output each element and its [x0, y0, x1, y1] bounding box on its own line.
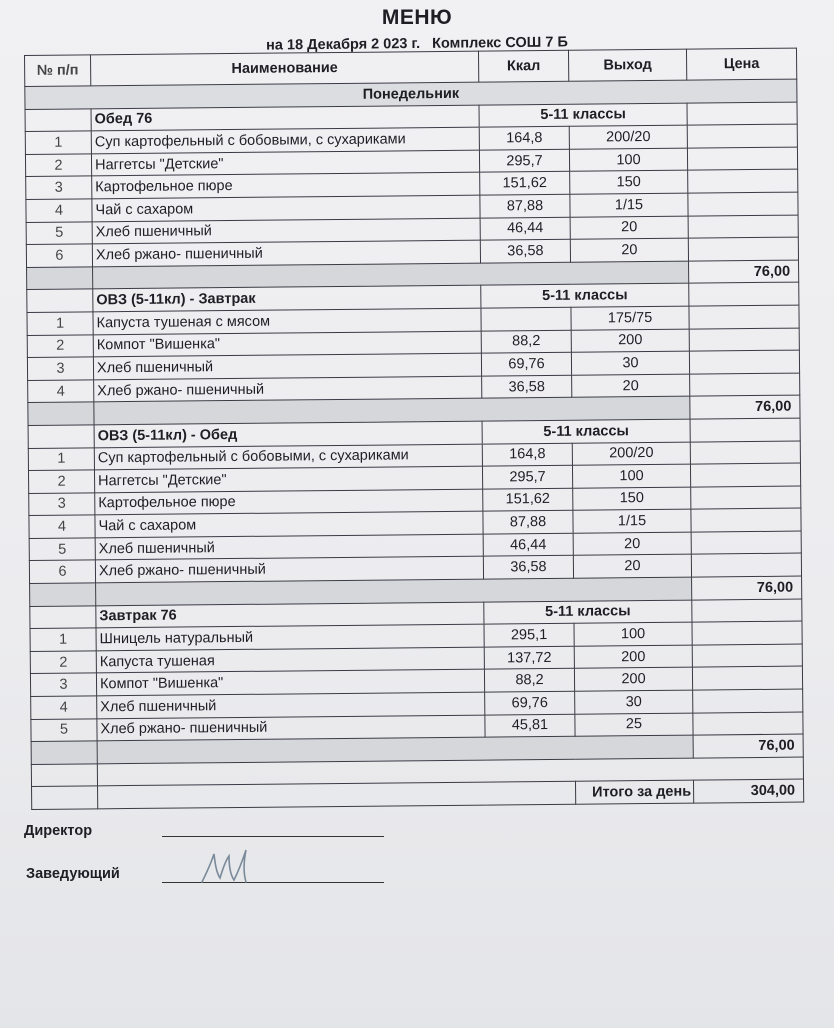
item-price — [687, 147, 797, 171]
item-kcal: 87,88 — [483, 511, 573, 534]
item-num: 4 — [29, 515, 95, 538]
item-name: Суп картофельный с бобовыми, с сухариками — [94, 444, 482, 470]
item-output: 30 — [571, 351, 689, 375]
item-num: 1 — [27, 312, 93, 335]
item-output: 200 — [571, 329, 689, 353]
item-output: 200 — [574, 668, 692, 692]
item-kcal: 164,8 — [479, 126, 569, 149]
item-name: Картофельное пюре — [92, 173, 480, 199]
item-output: 30 — [575, 690, 693, 714]
item-name: Суп картофельный с бобовыми, с сухариками — [91, 127, 479, 153]
col-header-price: Цена — [686, 48, 796, 80]
section-price-cell — [689, 282, 799, 306]
item-num: 4 — [26, 199, 92, 222]
item-output: 100 — [569, 148, 687, 172]
grand-spacer — [98, 782, 576, 809]
item-kcal: 36,58 — [483, 556, 573, 579]
item-name: Хлеб ржано- пшеничный — [92, 240, 480, 266]
item-price — [693, 712, 803, 736]
item-num: 3 — [27, 357, 93, 380]
col-header-name: Наименование — [91, 51, 479, 86]
item-kcal: 87,88 — [480, 194, 570, 217]
item-kcal: 295,7 — [479, 149, 569, 172]
item-kcal: 46,44 — [483, 533, 573, 556]
menu-complex: Комплекс СОШ 7 Б — [432, 34, 568, 52]
item-kcal: 36,58 — [480, 239, 570, 262]
total-spacer-num — [28, 402, 94, 425]
item-name: Шницель натуральный — [96, 624, 484, 650]
item-price — [690, 441, 800, 465]
item-price — [688, 169, 798, 193]
item-kcal: 295,7 — [482, 465, 572, 488]
item-price — [692, 644, 802, 668]
item-num: 4 — [28, 380, 94, 403]
item-kcal: 151,62 — [483, 488, 573, 511]
item-kcal: 137,72 — [484, 646, 574, 669]
col-header-kcal: Ккал — [478, 50, 568, 82]
grand-total-value: 304,00 — [693, 779, 803, 803]
col-header-output: Выход — [568, 49, 686, 81]
item-price — [689, 328, 799, 352]
item-kcal: 151,62 — [480, 172, 570, 195]
item-price — [691, 531, 801, 555]
item-name: Капуста тушеная — [96, 647, 484, 673]
section-total-price: 76,00 — [692, 576, 802, 600]
section-classes: 5-11 классы — [484, 600, 692, 625]
section-price-cell — [687, 102, 797, 126]
item-num: 1 — [30, 628, 96, 651]
item-name: Компот "Вишенка" — [93, 331, 481, 357]
item-price — [689, 305, 799, 329]
item-output: 150 — [570, 171, 688, 195]
item-name: Хлеб ржано- пшеничный — [94, 376, 482, 402]
item-output: 20 — [570, 238, 688, 262]
item-price — [690, 463, 800, 487]
manager-label: Заведующий — [26, 866, 120, 882]
item-price — [692, 666, 802, 690]
section-classes: 5-11 классы — [481, 283, 689, 308]
section-total-price: 76,00 — [690, 395, 800, 419]
blank-cell — [31, 764, 97, 787]
item-price — [688, 215, 798, 239]
item-price — [693, 689, 803, 713]
col-header-num: № п/п — [25, 55, 91, 87]
menu-date: на 18 Декабря 2 023 г. — [266, 35, 421, 54]
item-price — [689, 350, 799, 374]
item-name: Наггетсы "Детские" — [94, 466, 482, 492]
section-classes: 5-11 классы — [482, 419, 690, 444]
section-num-cell — [27, 289, 93, 312]
section-num-cell — [30, 605, 96, 628]
day-label: Понедельник — [25, 79, 797, 109]
item-num: 2 — [27, 334, 93, 357]
item-price — [691, 486, 801, 510]
item-kcal: 36,58 — [482, 375, 572, 398]
item-name: Хлеб пшеничный — [92, 218, 480, 244]
item-kcal: 295,1 — [484, 623, 574, 646]
item-name: Чай с сахаром — [95, 511, 483, 537]
item-output: 200/20 — [569, 125, 687, 149]
grand-total-label: Итого за день — [576, 781, 694, 805]
item-price — [687, 124, 797, 148]
item-kcal — [481, 307, 571, 330]
item-kcal: 88,2 — [481, 330, 571, 353]
item-kcal: 69,76 — [481, 352, 571, 375]
total-spacer-num — [30, 583, 96, 606]
item-output: 25 — [575, 713, 693, 737]
handwritten-signature-icon — [196, 842, 266, 888]
section-title: ОВЗ (5-11кл) - Завтрак — [93, 285, 481, 311]
section-price-cell — [690, 418, 800, 442]
item-kcal: 46,44 — [480, 217, 570, 240]
item-price — [688, 237, 798, 261]
section-total-price: 76,00 — [693, 734, 803, 758]
item-price — [688, 192, 798, 216]
item-name: Капуста тушеная с мясом — [93, 308, 481, 334]
item-name: Хлеб ржано- пшеничный — [95, 557, 483, 583]
item-num: 2 — [28, 470, 94, 493]
section-classes: 5-11 классы — [479, 103, 687, 128]
item-price — [691, 508, 801, 532]
item-output: 20 — [573, 555, 691, 579]
item-price — [691, 554, 801, 578]
item-num: 1 — [28, 447, 94, 470]
item-num: 3 — [26, 176, 92, 199]
section-num-cell — [28, 425, 94, 448]
item-output: 20 — [570, 216, 688, 240]
section-num-cell — [25, 108, 91, 131]
menu-table — [24, 48, 804, 810]
section-title: Завтрак 76 — [96, 602, 484, 628]
menu-table-wrap — [24, 48, 803, 810]
item-output: 200 — [574, 645, 692, 669]
item-output: 20 — [573, 532, 691, 556]
section-title: ОВЗ (5-11кл) - Обед — [94, 421, 482, 447]
item-name: Чай с сахаром — [92, 195, 480, 221]
item-kcal: 45,81 — [485, 714, 575, 737]
director-label: Директор — [24, 823, 93, 839]
item-output: 20 — [572, 374, 690, 398]
item-output: 1/15 — [570, 193, 688, 217]
item-price — [690, 373, 800, 397]
director-signature-line — [162, 836, 384, 837]
item-num: 3 — [29, 493, 95, 516]
section-total-price: 76,00 — [689, 260, 799, 284]
item-name: Компот "Вишенка" — [96, 670, 484, 696]
item-output: 1/15 — [573, 509, 691, 533]
item-output: 100 — [572, 464, 690, 488]
item-output: 175/75 — [571, 306, 689, 330]
total-spacer-num — [31, 741, 97, 764]
item-kcal: 69,76 — [485, 691, 575, 714]
item-name: Хлеб ржано- пшеничный — [97, 715, 485, 741]
item-output: 200/20 — [572, 442, 690, 466]
grand-spacer-num — [32, 786, 98, 809]
page-title: МЕНЮ — [381, 6, 453, 29]
item-output: 150 — [573, 487, 691, 511]
item-num: 2 — [30, 651, 96, 674]
item-num: 1 — [25, 131, 91, 154]
item-num: 6 — [26, 244, 92, 267]
item-name: Хлеб пшеничный — [97, 692, 485, 718]
item-num: 5 — [29, 538, 95, 561]
item-num: 3 — [30, 673, 96, 696]
item-kcal: 164,8 — [482, 443, 572, 466]
item-num: 6 — [29, 560, 95, 583]
item-num: 5 — [26, 221, 92, 244]
section-title: Обед 76 — [91, 105, 479, 131]
item-num: 5 — [31, 718, 97, 741]
total-spacer-num — [27, 267, 93, 290]
item-num: 4 — [31, 696, 97, 719]
section-price-cell — [692, 599, 802, 623]
item-kcal: 88,2 — [484, 669, 574, 692]
item-name: Хлеб пшеничный — [95, 534, 483, 560]
item-name: Хлеб пшеничный — [93, 353, 481, 379]
item-price — [692, 621, 802, 645]
item-output: 100 — [574, 622, 692, 646]
item-name: Картофельное пюре — [95, 489, 483, 515]
item-num: 2 — [25, 154, 91, 177]
menu-body — [25, 79, 804, 809]
item-name: Наггетсы "Детские" — [91, 150, 479, 176]
